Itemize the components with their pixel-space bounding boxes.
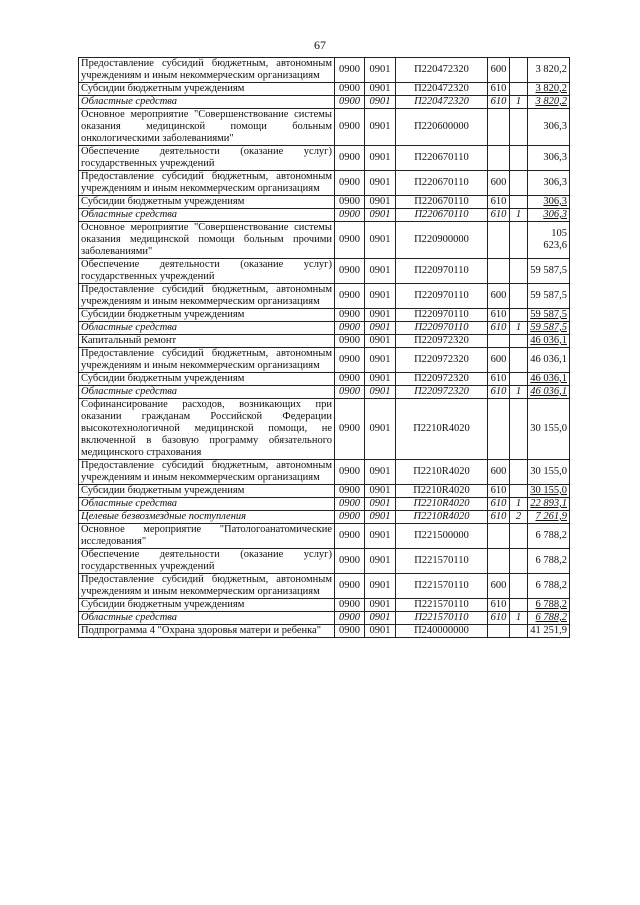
row-amount: 306,3 [528, 171, 570, 196]
row-expense-type-code: 610 [488, 322, 510, 335]
row-section-code: 0901 [365, 524, 396, 549]
row-funding-source-code: 1 [510, 612, 528, 625]
row-expense-type-code: 610 [488, 83, 510, 96]
row-name: Областные средства [79, 612, 335, 625]
row-section-code: 0901 [365, 335, 396, 348]
row-expense-type-code: 610 [488, 612, 510, 625]
row-amount: 59 587,5 [528, 309, 570, 322]
row-amount: 59 587,5 [528, 259, 570, 284]
row-target-article-code: П220972320 [396, 348, 488, 373]
row-target-article-code: П221500000 [396, 524, 488, 549]
row-ved-code: 0900 [335, 284, 365, 309]
row-target-article-code: П2210R4020 [396, 485, 488, 498]
row-section-code: 0901 [365, 209, 396, 222]
row-section-code: 0901 [365, 460, 396, 485]
table-row [79, 222, 570, 259]
row-ved-code: 0900 [335, 348, 365, 373]
table-row [79, 58, 570, 83]
table-row [79, 460, 570, 485]
row-funding-source-code [510, 460, 528, 485]
row-ved-code: 0900 [335, 222, 365, 259]
row-section-code: 0901 [365, 309, 396, 322]
row-ved-code: 0900 [335, 612, 365, 625]
row-amount: 46 036,1 [528, 348, 570, 373]
table-row [79, 386, 570, 399]
row-section-code: 0901 [365, 574, 396, 599]
row-expense-type-code: 600 [488, 284, 510, 309]
row-funding-source-code [510, 83, 528, 96]
row-expense-type-code: 610 [488, 196, 510, 209]
row-name: Обеспечение деятельности (оказание услуг) государственных учреждений [79, 549, 335, 574]
table-row [79, 574, 570, 599]
row-expense-type-code [488, 222, 510, 259]
row-expense-type-code: 610 [488, 485, 510, 498]
row-target-article-code: П220670110 [396, 171, 488, 196]
table-row [79, 309, 570, 322]
table-row [79, 612, 570, 625]
table-row [79, 171, 570, 196]
row-target-article-code: П220972320 [396, 386, 488, 399]
row-section-code: 0901 [365, 511, 396, 524]
row-amount: 22 893,1 [528, 498, 570, 511]
table-row [79, 335, 570, 348]
row-expense-type-code [488, 335, 510, 348]
row-funding-source-code [510, 196, 528, 209]
table-row [79, 625, 570, 638]
row-expense-type-code: 600 [488, 574, 510, 599]
row-ved-code: 0900 [335, 96, 365, 109]
row-expense-type-code: 600 [488, 460, 510, 485]
row-section-code: 0901 [365, 196, 396, 209]
row-name: Областные средства [79, 209, 335, 222]
row-target-article-code: П220972320 [396, 373, 488, 386]
row-target-article-code: П220472320 [396, 83, 488, 96]
row-amount: 306,3 [528, 209, 570, 222]
row-target-article-code: П220472320 [396, 58, 488, 83]
row-funding-source-code: 2 [510, 511, 528, 524]
row-expense-type-code: 610 [488, 386, 510, 399]
row-expense-type-code: 600 [488, 348, 510, 373]
row-target-article-code: П2210R4020 [396, 460, 488, 485]
row-name: Предоставление субсидий бюджетным, автономным учреждениям и иным некоммерческим организациям [79, 348, 335, 373]
row-target-article-code: П220970110 [396, 322, 488, 335]
row-ved-code: 0900 [335, 524, 365, 549]
row-funding-source-code [510, 222, 528, 259]
row-target-article-code: П220670110 [396, 196, 488, 209]
row-section-code: 0901 [365, 96, 396, 109]
budget-table-body [79, 58, 570, 638]
row-ved-code: 0900 [335, 335, 365, 348]
row-amount: 3 820,2 [528, 58, 570, 83]
row-section-code: 0901 [365, 171, 396, 196]
row-ved-code: 0900 [335, 171, 365, 196]
table-row [79, 96, 570, 109]
row-name: Субсидии бюджетным учреждениям [79, 309, 335, 322]
row-amount: 59 587,5 [528, 284, 570, 309]
row-amount: 30 155,0 [528, 485, 570, 498]
row-target-article-code: П240000000 [396, 625, 488, 638]
row-target-article-code: П220970110 [396, 284, 488, 309]
table-row [79, 322, 570, 335]
table-row [79, 83, 570, 96]
row-name: Областные средства [79, 96, 335, 109]
row-expense-type-code [488, 399, 510, 460]
row-ved-code: 0900 [335, 109, 365, 146]
table-row [79, 284, 570, 309]
row-amount: 46 036,1 [528, 386, 570, 399]
row-name: Предоставление субсидий бюджетным, автономным учреждениям и иным некоммерческим организациям [79, 574, 335, 599]
row-expense-type-code [488, 109, 510, 146]
row-target-article-code: П2210R4020 [396, 498, 488, 511]
row-funding-source-code [510, 549, 528, 574]
row-target-article-code: П220600000 [396, 109, 488, 146]
row-expense-type-code: 610 [488, 599, 510, 612]
table-row [79, 373, 570, 386]
row-target-article-code: П221570110 [396, 574, 488, 599]
row-section-code: 0901 [365, 348, 396, 373]
row-amount: 6 788,2 [528, 549, 570, 574]
row-ved-code: 0900 [335, 511, 365, 524]
row-expense-type-code: 610 [488, 209, 510, 222]
row-section-code: 0901 [365, 284, 396, 309]
row-funding-source-code [510, 58, 528, 83]
row-section-code: 0901 [365, 222, 396, 259]
row-section-code: 0901 [365, 146, 396, 171]
row-target-article-code: П220670110 [396, 209, 488, 222]
row-expense-type-code: 600 [488, 58, 510, 83]
row-name: Предоставление субсидий бюджетным, автономным учреждениям и иным некоммерческим организациям [79, 171, 335, 196]
row-ved-code: 0900 [335, 386, 365, 399]
row-ved-code: 0900 [335, 146, 365, 171]
row-name: Субсидии бюджетным учреждениям [79, 196, 335, 209]
row-name: Субсидии бюджетным учреждениям [79, 373, 335, 386]
row-expense-type-code: 610 [488, 309, 510, 322]
row-amount: 306,3 [528, 196, 570, 209]
table-row [79, 549, 570, 574]
row-expense-type-code: 610 [488, 498, 510, 511]
table-row [79, 209, 570, 222]
row-funding-source-code [510, 335, 528, 348]
row-name: Областные средства [79, 498, 335, 511]
row-name: Субсидии бюджетным учреждениям [79, 485, 335, 498]
row-amount: 46 036,1 [528, 373, 570, 386]
row-amount: 3 820,2 [528, 83, 570, 96]
row-section-code: 0901 [365, 498, 396, 511]
row-ved-code: 0900 [335, 259, 365, 284]
row-funding-source-code: 1 [510, 386, 528, 399]
row-target-article-code: П2210R4020 [396, 399, 488, 460]
row-section-code: 0901 [365, 386, 396, 399]
table-row [79, 259, 570, 284]
row-amount: 59 587,5 [528, 322, 570, 335]
row-ved-code: 0900 [335, 485, 365, 498]
row-expense-type-code: 600 [488, 171, 510, 196]
row-amount: 306,3 [528, 146, 570, 171]
row-ved-code: 0900 [335, 599, 365, 612]
row-ved-code: 0900 [335, 399, 365, 460]
row-funding-source-code: 1 [510, 322, 528, 335]
row-name: Основное мероприятие "Совершенствование системы оказания медицинской помощи больным онкологическими заболеваниями" [79, 109, 335, 146]
row-funding-source-code: 1 [510, 209, 528, 222]
row-amount: 6 788,2 [528, 574, 570, 599]
row-section-code: 0901 [365, 599, 396, 612]
row-section-code: 0901 [365, 485, 396, 498]
table-row [79, 109, 570, 146]
row-ved-code: 0900 [335, 549, 365, 574]
row-name: Областные средства [79, 386, 335, 399]
row-funding-source-code [510, 524, 528, 549]
row-name: Софинансирование расходов, возникающих при оказании гражданам Российской Федерации высокотехнологичной медицинской помощи, не включенной в базовую программу обязательного медицинского страхования [79, 399, 335, 460]
row-section-code: 0901 [365, 549, 396, 574]
row-name: Субсидии бюджетным учреждениям [79, 83, 335, 96]
row-target-article-code: П221570110 [396, 612, 488, 625]
row-amount: 7 261,9 [528, 511, 570, 524]
table-row [79, 196, 570, 209]
row-ved-code: 0900 [335, 460, 365, 485]
row-funding-source-code [510, 485, 528, 498]
row-name: Обеспечение деятельности (оказание услуг) государственных учреждений [79, 259, 335, 284]
row-expense-type-code: 610 [488, 511, 510, 524]
table-row [79, 485, 570, 498]
row-funding-source-code [510, 284, 528, 309]
row-section-code: 0901 [365, 399, 396, 460]
row-funding-source-code [510, 574, 528, 599]
budget-table [78, 57, 570, 638]
row-expense-type-code [488, 524, 510, 549]
row-amount: 6 788,2 [528, 612, 570, 625]
row-name: Предоставление субсидий бюджетным, автономным учреждениям и иным некоммерческим организациям [79, 460, 335, 485]
row-target-article-code: П220972320 [396, 335, 488, 348]
row-ved-code: 0900 [335, 83, 365, 96]
row-name: Предоставление субсидий бюджетным, автономным учреждениям и иным некоммерческим организациям [79, 284, 335, 309]
row-amount: 6 788,2 [528, 599, 570, 612]
row-ved-code: 0900 [335, 574, 365, 599]
row-ved-code: 0900 [335, 58, 365, 83]
row-expense-type-code [488, 146, 510, 171]
table-row [79, 524, 570, 549]
row-section-code: 0901 [365, 625, 396, 638]
row-name: Основное мероприятие "Патологоанатомические исследования" [79, 524, 335, 549]
row-funding-source-code [510, 146, 528, 171]
row-name: Субсидии бюджетным учреждениям [79, 599, 335, 612]
row-amount: 41 251,9 [528, 625, 570, 638]
row-section-code: 0901 [365, 58, 396, 83]
row-ved-code: 0900 [335, 209, 365, 222]
row-amount: 3 820,2 [528, 96, 570, 109]
row-section-code: 0901 [365, 322, 396, 335]
row-expense-type-code: 610 [488, 96, 510, 109]
row-funding-source-code [510, 625, 528, 638]
row-expense-type-code [488, 259, 510, 284]
row-target-article-code: П220900000 [396, 222, 488, 259]
row-amount: 46 036,1 [528, 335, 570, 348]
row-ved-code: 0900 [335, 322, 365, 335]
row-name: Подпрограмма 4 "Охрана здоровья матери и ребенка" [79, 625, 335, 638]
row-name: Капитальный ремонт [79, 335, 335, 348]
row-section-code: 0901 [365, 373, 396, 386]
row-funding-source-code: 1 [510, 498, 528, 511]
row-funding-source-code [510, 171, 528, 196]
row-amount: 30 155,0 [528, 460, 570, 485]
row-name: Обеспечение деятельности (оказание услуг) государственных учреждений [79, 146, 335, 171]
row-amount: 306,3 [528, 109, 570, 146]
table-row [79, 511, 570, 524]
row-funding-source-code: 1 [510, 96, 528, 109]
row-ved-code: 0900 [335, 373, 365, 386]
table-row [79, 146, 570, 171]
row-target-article-code: П220472320 [396, 96, 488, 109]
row-section-code: 0901 [365, 612, 396, 625]
row-target-article-code: П221570110 [396, 549, 488, 574]
row-expense-type-code [488, 549, 510, 574]
row-ved-code: 0900 [335, 309, 365, 322]
row-funding-source-code [510, 599, 528, 612]
row-section-code: 0901 [365, 109, 396, 146]
row-section-code: 0901 [365, 259, 396, 284]
table-row [79, 348, 570, 373]
row-section-code: 0901 [365, 83, 396, 96]
row-amount: 105 623,6 [528, 222, 570, 259]
row-funding-source-code [510, 259, 528, 284]
row-amount: 6 788,2 [528, 524, 570, 549]
page-number: 67 [314, 38, 326, 52]
row-funding-source-code [510, 373, 528, 386]
row-expense-type-code [488, 625, 510, 638]
row-funding-source-code [510, 348, 528, 373]
row-ved-code: 0900 [335, 498, 365, 511]
row-funding-source-code [510, 309, 528, 322]
row-target-article-code: П221570110 [396, 599, 488, 612]
row-funding-source-code [510, 109, 528, 146]
row-name: Основное мероприятие "Совершенствование системы оказания медицинской помощи больным прочими заболеваниями" [79, 222, 335, 259]
table-row [79, 399, 570, 460]
table-row [79, 498, 570, 511]
row-name: Предоставление субсидий бюджетным, автономным учреждениям и иным некоммерческим организациям [79, 58, 335, 83]
row-target-article-code: П220970110 [396, 309, 488, 322]
row-name: Областные средства [79, 322, 335, 335]
row-name: Целевые безвозмездные поступления [79, 511, 335, 524]
row-funding-source-code [510, 399, 528, 460]
row-target-article-code: П2210R4020 [396, 511, 488, 524]
row-target-article-code: П220670110 [396, 146, 488, 171]
row-ved-code: 0900 [335, 196, 365, 209]
row-target-article-code: П220970110 [396, 259, 488, 284]
row-amount: 30 155,0 [528, 399, 570, 460]
row-expense-type-code: 610 [488, 373, 510, 386]
table-row [79, 599, 570, 612]
row-ved-code: 0900 [335, 625, 365, 638]
